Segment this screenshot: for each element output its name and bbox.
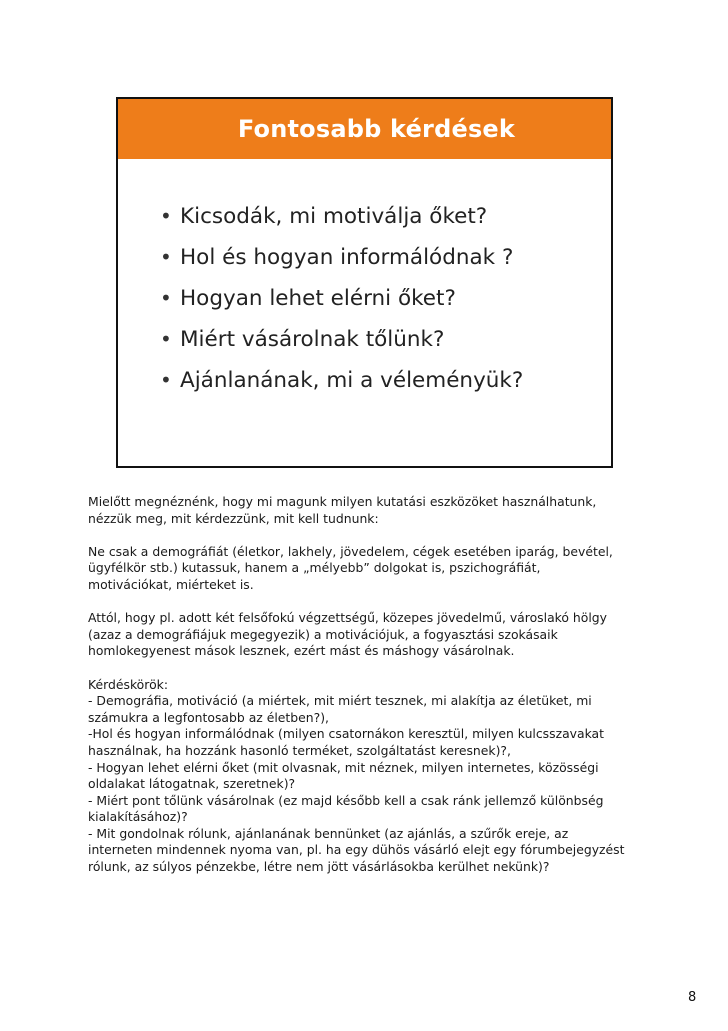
question-item: - Hogyan lehet elérni őket (mit olvasnak, mit néznek, milyen internetes, közösségi oldalakat látogatnak, szeretnek)? xyxy=(88,759,599,792)
questions-heading: Kérdéskörök: xyxy=(88,676,169,692)
slide-bullet-item xyxy=(160,368,523,409)
slide-bullet-item xyxy=(160,286,523,327)
question-item: - Miért pont tőlünk vásárolnak (ez majd később kell a csak ránk jellemző különbség kialakításához)? xyxy=(88,792,604,825)
question-item: -Hol és hogyan informálódnak (milyen csatornákon keresztül, milyen kulcsszavakat használnak, ha hozzánk hasonló terméket, szolgáltatást keresnek)?, xyxy=(88,726,605,758)
notes-paragraph: Mielőtt megnéznénk, hogy mi magunk milyen kutatási eszközöket használhatunk, nézzük meg, mit kérdezzünk, mit kell tudnunk: xyxy=(88,494,597,526)
question-item: - Demográfia, motiváció (a miértek, mit miért tesznek, mi alakítja az életüket, mi számukra a legfontosabb az életben?), xyxy=(88,693,592,725)
slide-frame xyxy=(116,97,613,468)
bullet-icon: • xyxy=(160,286,172,310)
slide-bullet-text: Miért vásárolnak tőlünk? xyxy=(180,327,445,352)
question-item: - Mit gondolnak rólunk, ajánlanának bennünket (az ajánlás, a szűrők ereje, az interneten mindennek nyoma van, pl. ha egy dühös vásárló elejt egy fórumbejegyzést rólunk, az súlyos pénzekbe, létre nem jött vásárlásokba kerülhet nekünk)? xyxy=(88,825,625,875)
slide-bullet-item xyxy=(160,327,523,368)
speaker-notes xyxy=(88,494,648,876)
page-number: 8 xyxy=(688,990,697,1005)
notes-paragraph: Attól, hogy pl. adott két felsőfokú végzettségű, közepes jövedelmű, városlakó hölgy (azaz a demográfiájuk megegyezik) a motivációjuk, a fogyasztási szokásaik homlokegyenest mások lesznek, ezért mást és máshogy vásárolnak. xyxy=(88,610,607,659)
slide-bullet-text: Hogyan lehet elérni őket? xyxy=(180,286,456,311)
bullet-icon: • xyxy=(160,368,172,392)
slide-bullet-text: Hol és hogyan informálódnak ? xyxy=(180,245,514,270)
slide-title-bar xyxy=(118,99,611,159)
slide-bullet-text: Kicsodák, mi motiválja őket? xyxy=(180,204,488,229)
bullet-icon: • xyxy=(160,245,172,269)
slide-bullet-text: Ajánlanának, mi a véleményük? xyxy=(180,368,524,393)
bullet-icon: • xyxy=(160,327,172,351)
notes-paragraph: Ne csak a demográfiát (életkor, lakhely, jövedelem, cégek esetében iparág, bevétel, ügyfélkör stb.) kutassuk, hanem a „mélyebb” dolgokat is, pszichográfiát, motivációkat, miérteket is. xyxy=(88,543,613,592)
slide-bullet-item xyxy=(160,245,523,286)
slide-bullet-list xyxy=(160,204,523,409)
slide-title: Fontosabb kérdések xyxy=(237,115,516,143)
bullet-icon: • xyxy=(160,204,172,228)
slide-bullet-item xyxy=(160,204,523,245)
